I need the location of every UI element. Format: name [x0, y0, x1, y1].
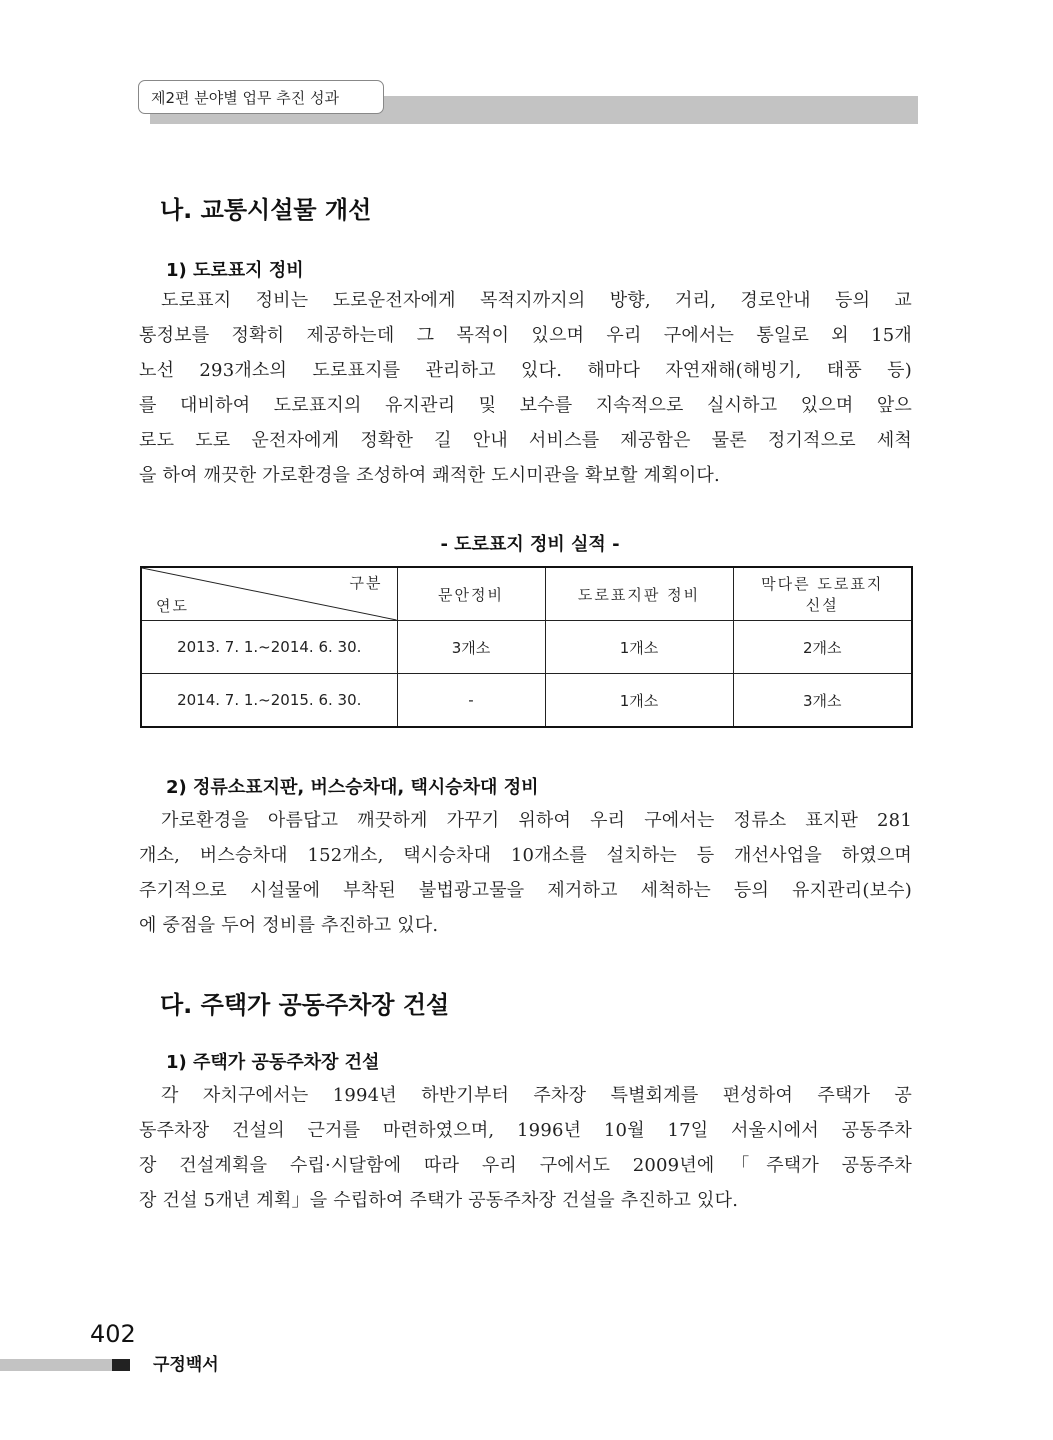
- table-header-row: [141, 567, 912, 621]
- section-title-traffic: 나. 교통시설물 개선: [160, 196, 372, 224]
- road-sign-performance-table: [140, 566, 913, 728]
- subsection-title-road-signs: 1) 도로표지 정비: [166, 260, 304, 281]
- paragraph-line: 각 자치구에서는 1994년 하반기부터 주차장 특별회계를 편성하여 주택가 공: [161, 1085, 912, 1106]
- paragraph-line: 노선 293개소의 도로표지를 관리하고 있다. 해마다 자연재해(해빙기, 태풍 등): [139, 360, 912, 381]
- header-line: 막다른 도로표지: [761, 575, 884, 593]
- table-cell: 1개소: [545, 621, 733, 674]
- paragraph-line: 동주차장 건설의 근거를 마련하였으며, 1996년 10월 17일 서울시에서 공동주차: [139, 1120, 912, 1141]
- paragraph-line: 통정보를 정확히 제공하는데 그 목적이 있으며 우리 구에서는 통일로 외 15개: [139, 325, 912, 346]
- table-cell: 2개소: [733, 621, 912, 674]
- page-number: 402: [90, 1320, 136, 1348]
- table-cell-period: 2014. 7. 1.~2015. 6. 30.: [141, 674, 397, 728]
- table-cell: 1개소: [545, 674, 733, 728]
- paragraph-line: 개소, 버스승차대 152개소, 택시승차대 10개소를 설치하는 등 개선사업을 하였으며: [139, 845, 912, 866]
- paragraph-line: 장 건설계획을 수립·시달함에 따라 우리 구에서도 2009년에「주택가 공동주차: [139, 1155, 912, 1176]
- paragraph-line: 주기적으로 시설물에 부착된 불법광고물을 제거하고 세척하는 등의 유지관리(보수): [139, 880, 912, 901]
- table-caption: - 도로표지 정비 실적 -: [440, 534, 620, 555]
- table-corner-cell: [141, 567, 397, 621]
- table-cell: -: [397, 674, 545, 728]
- table-cell: 3개소: [733, 674, 912, 728]
- table-header-cell: 문안정비: [397, 567, 545, 621]
- section-title-parking: 다. 주택가 공동주차장 건설: [160, 991, 450, 1019]
- table-header-cell: 도로표지판 정비: [545, 567, 733, 621]
- table-row: [141, 621, 912, 674]
- table-row: [141, 674, 912, 728]
- corner-label-category: 구분: [349, 574, 383, 592]
- corner-label-year: 연도: [156, 597, 189, 615]
- subsection-title-bus-stops: 2) 정류소표지판, 버스승차대, 택시승차대 정비: [166, 777, 539, 798]
- footer-label: 구정백서: [153, 1355, 219, 1375]
- paragraph-line: 도로표지 정비는 도로운전자에게 목적지까지의 방향, 거리, 경로안내 등의 교: [161, 290, 912, 311]
- paragraph-line: 장 건설 5개년 계획」을 수립하여 주택가 공동주차장 건설을 추진하고 있다.: [139, 1190, 739, 1211]
- chapter-tab: 제2편 분야별 업무 추진 성과: [138, 80, 384, 114]
- table-cell-period: 2013. 7. 1.~2014. 6. 30.: [141, 621, 397, 674]
- table-cell: 3개소: [397, 621, 545, 674]
- header-line: 신설: [805, 596, 839, 614]
- paragraph-line: 를 대비하여 도로표지의 유지관리 및 보수를 지속적으로 실시하고 있으며 앞으: [139, 395, 912, 416]
- footer-marker: [112, 1359, 130, 1371]
- paragraph-line: 로도 도로 운전자에게 정확한 길 안내 서비스를 제공함은 물론 정기적으로 세척: [139, 430, 912, 451]
- paragraph-line: 에 중점을 두어 정비를 추진하고 있다.: [139, 915, 439, 936]
- paragraph-line: 가로환경을 아름답고 깨끗하게 가꾸기 위하여 우리 구에서는 정류소 표지판 281: [161, 810, 912, 831]
- subsection-title-parking: 1) 주택가 공동주차장 건설: [166, 1052, 380, 1073]
- footer-bar: [0, 1359, 112, 1371]
- table-header-cell: [733, 567, 912, 621]
- paragraph-line: 을 하여 깨끗한 가로환경을 조성하여 쾌적한 도시미관을 확보할 계획이다.: [139, 465, 720, 486]
